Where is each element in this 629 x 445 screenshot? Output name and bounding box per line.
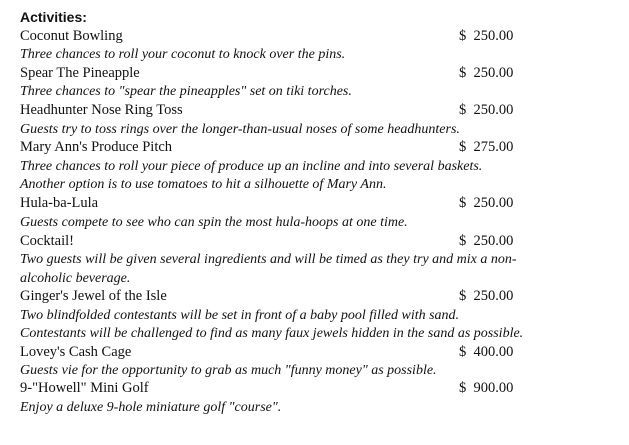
activity-description: Guests try to toss rings over the longer-than-usual noses of some headhunters. xyxy=(20,122,460,137)
activity-description: Three chances to "spear the pineapples" set on tiki torches. xyxy=(20,84,352,99)
activity-description: Three chances to roll your coconut to knock over the pins. xyxy=(20,47,346,62)
activity-price: $ 250.00 xyxy=(459,195,514,211)
activity-name: Hula-ba-Lula xyxy=(20,195,99,211)
activity-description: Contestants will be challenged to find as many faux jewels hidden in the sand as possible. xyxy=(20,326,524,341)
activity-description: Enjoy a deluxe 9-hole miniature golf "course". xyxy=(20,400,282,415)
activity-price: $ 250.00 xyxy=(459,288,514,304)
activity-price: $ 250.00 xyxy=(459,233,514,249)
section-heading: Activities: xyxy=(20,9,87,25)
activity-description: alcoholic beverage. xyxy=(20,271,131,286)
activity-description: Two blindfolded contestants will be set in front of a baby pool filled with sand. xyxy=(20,308,460,323)
activity-price: $ 400.00 xyxy=(459,344,514,360)
activity-description: Guests compete to see who can spin the most hula-hoops at one time. xyxy=(20,215,408,230)
activity-name: Ginger's Jewel of the Isle xyxy=(20,288,167,304)
activity-price: $ 900.00 xyxy=(459,380,514,396)
activity-description: Three chances to roll your piece of produce up an incline and into several baskets. xyxy=(20,159,483,174)
activity-price: $ 250.00 xyxy=(459,102,514,118)
activity-price: $ 250.00 xyxy=(459,65,514,81)
activity-name: Coconut Bowling xyxy=(20,28,123,44)
activity-description: Another option is to use tomatoes to hit a silhouette of Mary Ann. xyxy=(20,177,387,192)
activity-name: Mary Ann's Produce Pitch xyxy=(20,139,173,155)
activity-name: Headhunter Nose Ring Toss xyxy=(20,102,183,118)
activity-name: Spear The Pineapple xyxy=(20,65,140,81)
activity-description: Guests vie for the opportunity to grab as much "funny money" as possible. xyxy=(20,363,437,378)
activity-price: $ 275.00 xyxy=(459,139,514,155)
activity-name: Cocktail! xyxy=(20,233,74,249)
activity-description: Two guests will be given several ingredients and will be timed as they try and mix a non- xyxy=(20,252,517,267)
activity-name: 9-"Howell" Mini Golf xyxy=(20,380,149,396)
activity-name: Lovey's Cash Cage xyxy=(20,344,132,360)
activity-price: $ 250.00 xyxy=(459,28,514,44)
